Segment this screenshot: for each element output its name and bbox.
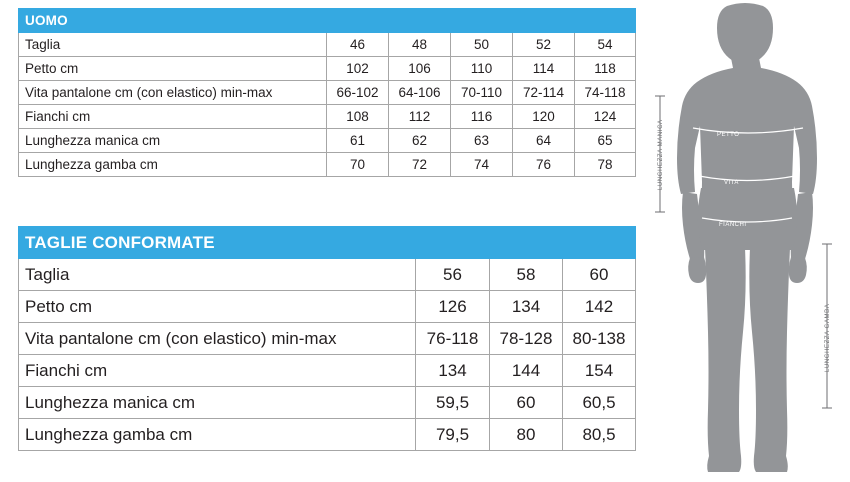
table-column-row [19, 259, 636, 291]
cell-value: 79,5 [416, 419, 490, 451]
cell-value: 106 [389, 57, 451, 81]
cell-value: 74 [451, 153, 513, 177]
column-header-size: 58 [490, 259, 563, 291]
row-label: Lunghezza manica cm [19, 387, 416, 419]
row-label: Petto cm [19, 291, 416, 323]
body-label-petto: PETTO [717, 132, 740, 138]
row-label: Petto cm [19, 57, 327, 81]
cell-value: 66-102 [327, 81, 389, 105]
table-row [19, 323, 636, 355]
measure-label-lunghezza-manica: LUNGHEZZA MANICA [658, 119, 664, 190]
cell-value: 154 [563, 355, 636, 387]
cell-value: 110 [451, 57, 513, 81]
cell-value: 70-110 [451, 81, 513, 105]
table-row [19, 57, 636, 81]
cell-value: 59,5 [416, 387, 490, 419]
table-row [19, 105, 636, 129]
cell-value: 65 [575, 129, 636, 153]
table-row [19, 387, 636, 419]
row-label: Lunghezza manica cm [19, 129, 327, 153]
cell-value: 114 [513, 57, 575, 81]
cell-value: 76-118 [416, 323, 490, 355]
cell-value: 134 [416, 355, 490, 387]
cell-value: 72-114 [513, 81, 575, 105]
table-header-row [19, 9, 636, 33]
cell-value: 144 [490, 355, 563, 387]
cell-value: 74-118 [575, 81, 636, 105]
column-header-size: 56 [416, 259, 490, 291]
table-row [19, 153, 636, 177]
column-header-taglia: Taglia [19, 259, 416, 291]
table-row [19, 81, 636, 105]
cell-value: 60 [490, 387, 563, 419]
cell-value: 62 [389, 129, 451, 153]
table-column-row [19, 33, 636, 57]
table-row [19, 291, 636, 323]
row-label: Fianchi cm [19, 105, 327, 129]
column-header-size: 46 [327, 33, 389, 57]
cell-value: 64-106 [389, 81, 451, 105]
body-label-vita: VITA [724, 180, 739, 186]
measure-label-lunghezza-gamba: LUNGHEZZA GAMBA [825, 303, 831, 372]
cell-value: 78-128 [490, 323, 563, 355]
body-label-fianchi: FIANCHI [719, 222, 747, 228]
body-measurement-figure [645, 0, 850, 482]
row-label: Lunghezza gamba cm [19, 419, 416, 451]
table-title: UOMO [19, 9, 636, 33]
cell-value: 134 [490, 291, 563, 323]
row-label: Lunghezza gamba cm [19, 153, 327, 177]
column-header-size: 52 [513, 33, 575, 57]
row-label: Vita pantalone cm (con elastico) min-max [19, 81, 327, 105]
cell-value: 60,5 [563, 387, 636, 419]
cell-value: 142 [563, 291, 636, 323]
cell-value: 80 [490, 419, 563, 451]
cell-value: 112 [389, 105, 451, 129]
size-table-taglie-conformate [18, 226, 635, 451]
cell-value: 72 [389, 153, 451, 177]
cell-value: 70 [327, 153, 389, 177]
row-label: Vita pantalone cm (con elastico) min-max [19, 323, 416, 355]
column-header-taglia: Taglia [19, 33, 327, 57]
cell-value: 108 [327, 105, 389, 129]
cell-value: 118 [575, 57, 636, 81]
cell-value: 63 [451, 129, 513, 153]
table [18, 226, 636, 451]
size-table-uomo [18, 8, 635, 177]
male-silhouette-icon [645, 0, 850, 482]
table-header-row [19, 227, 636, 259]
cell-value: 126 [416, 291, 490, 323]
cell-value: 64 [513, 129, 575, 153]
cell-value: 78 [575, 153, 636, 177]
cell-value: 76 [513, 153, 575, 177]
cell-value: 80,5 [563, 419, 636, 451]
cell-value: 61 [327, 129, 389, 153]
table [18, 8, 636, 177]
cell-value: 116 [451, 105, 513, 129]
column-header-size: 60 [563, 259, 636, 291]
column-header-size: 54 [575, 33, 636, 57]
row-label: Fianchi cm [19, 355, 416, 387]
cell-value: 80-138 [563, 323, 636, 355]
column-header-size: 50 [451, 33, 513, 57]
cell-value: 120 [513, 105, 575, 129]
table-row [19, 355, 636, 387]
cell-value: 102 [327, 57, 389, 81]
table-title: TAGLIE CONFORMATE [19, 227, 636, 259]
column-header-size: 48 [389, 33, 451, 57]
table-row [19, 419, 636, 451]
table-row [19, 129, 636, 153]
cell-value: 124 [575, 105, 636, 129]
